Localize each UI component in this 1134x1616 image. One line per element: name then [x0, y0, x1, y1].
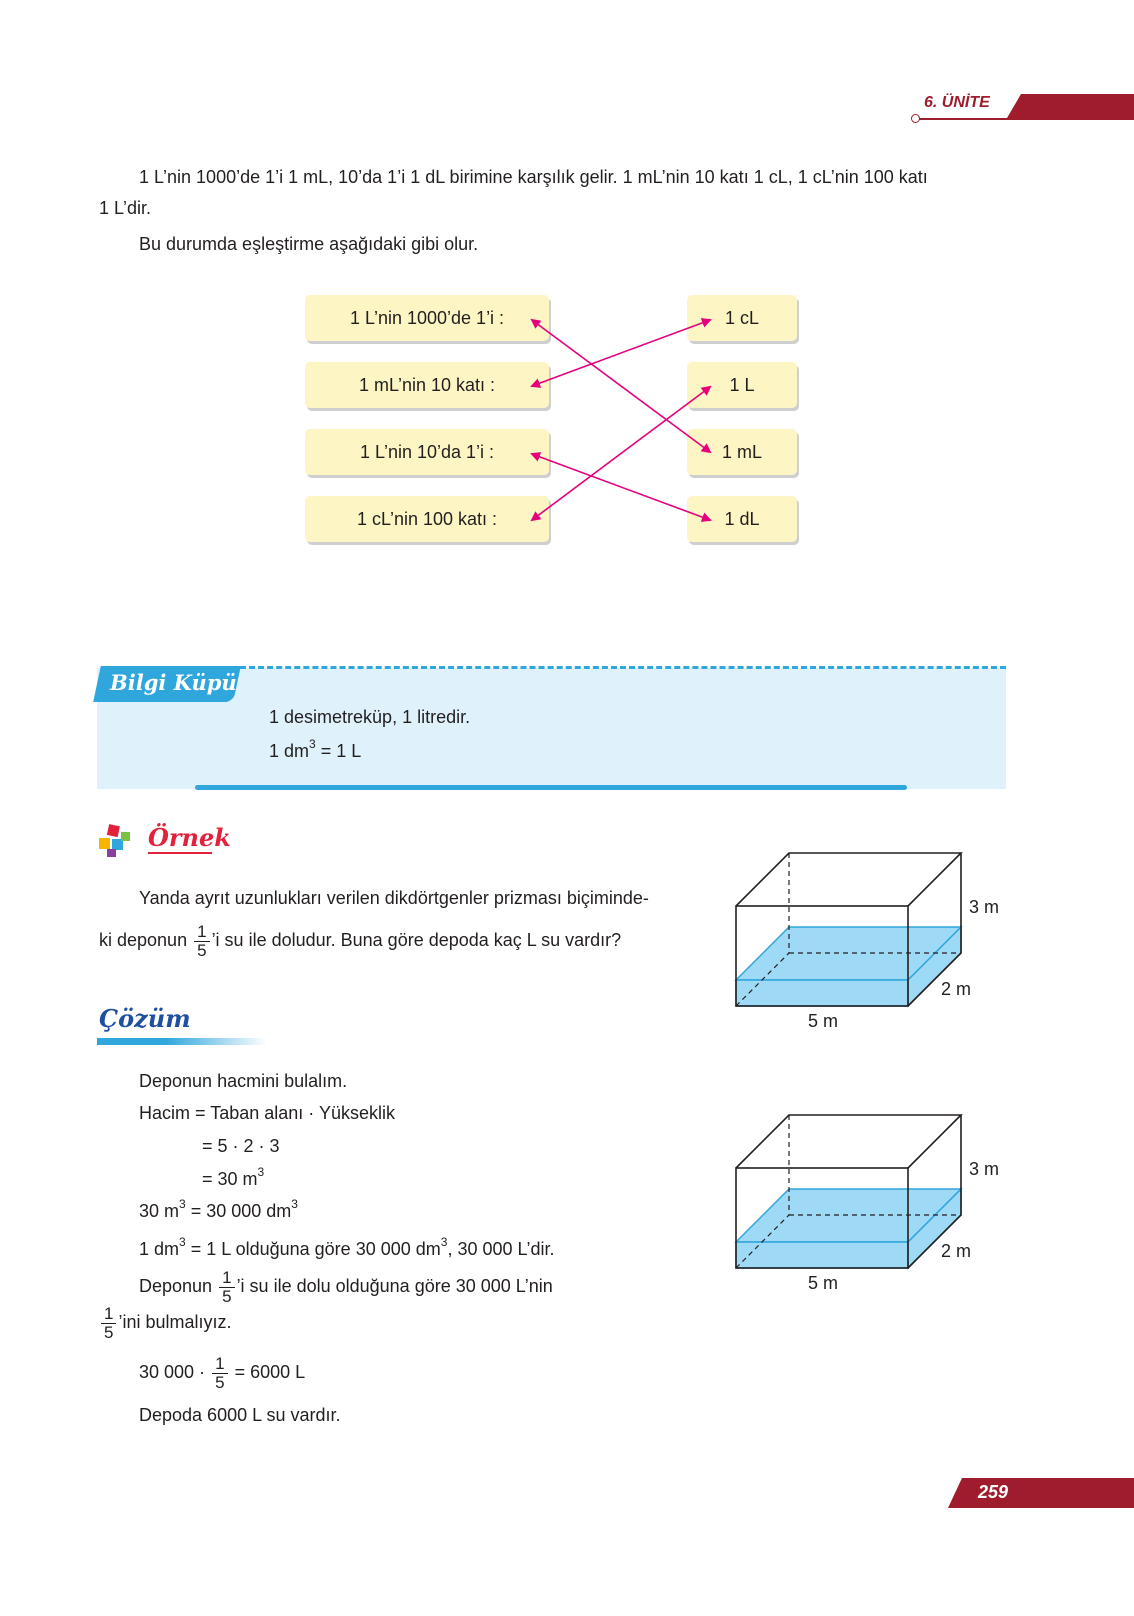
bilgi-kupu-title: Bilgi Küpü: [110, 670, 237, 695]
fraction-one-fifth: $\frac{1}{5}$: [219, 1269, 234, 1306]
unit-label: 6. ÜNİTE: [924, 94, 990, 111]
prism-1-height-label: 3 m: [969, 897, 1000, 917]
prism-1-water-front: [736, 980, 908, 1006]
intro-line-1: 1 L’nin 1000’de 1’i 1 mL, 10’da 1’i 1 dL birimine karşılık gelir. 1 mL’nin 10 katı 1 cL, 1 cL’nin 100 katı: [139, 167, 928, 187]
bilgi-kupu-dashed-line: [240, 666, 1006, 669]
cubes-icon: [97, 824, 135, 858]
ornek-line-1: Yanda ayrıt uzunlukları verilen dikdörtgenler prizması biçiminde-: [139, 888, 649, 908]
prism-2-depth-label: 2 m: [941, 1241, 972, 1261]
cozum-line-3: = 5 · 2 · 3: [202, 1136, 280, 1156]
cozum-line-6: 1 $dm^3 = 1$ L olduğuna göre 30 000 $dm^3$, 30 000 L’dir.: [139, 1235, 555, 1259]
cozum-line-5: 30 $m^3 = 30$ 000 $dm^3$: [139, 1197, 298, 1221]
prism-1-depth-label: 2 m: [941, 979, 972, 999]
cozum-line-10: Depoda 6000 L su vardır.: [139, 1405, 341, 1425]
match-right-2: 1 L: [687, 362, 797, 408]
intro-line-2: 1 L’dir.: [99, 198, 152, 218]
cozum-title: Çözüm: [99, 1004, 191, 1033]
arrow-100kati-to-1l: [532, 387, 710, 520]
bilgi-kupu-bottom-bar: [195, 785, 907, 790]
prism-2-water-front: [736, 1242, 908, 1268]
prism-2-width-label: 5 m: [808, 1273, 839, 1293]
ornek-underline: [148, 852, 212, 854]
ornek-title: Örnek: [148, 823, 231, 852]
prism-figure-2: [730, 1107, 1000, 1297]
page-number: 259: [978, 1482, 1009, 1502]
fraction-one-fifth: $\frac{1}{5}$: [212, 1355, 227, 1392]
prism-1-top-edges: [736, 853, 961, 906]
page-number-tab: [948, 1478, 1134, 1508]
fraction-one-fifth: $\frac{1}{5}$: [101, 1305, 116, 1342]
prism-1-width-label: 5 m: [808, 1011, 839, 1031]
prism-2-height-label: 3 m: [969, 1159, 1000, 1179]
match-right-1: 1 cL: [687, 295, 797, 341]
cozum-line-1: Deponun hacmini bulalım.: [139, 1071, 348, 1091]
match-right-4: 1 dL: [687, 496, 797, 542]
match-left-3: 1 L’nin 10’da 1’i :: [305, 429, 549, 475]
fraction-one-fifth: $\frac{1}{5}$: [194, 923, 209, 960]
arrow-10kati-to-1cl: [532, 320, 710, 386]
cozum-line-9: 30 000 · $\frac{1}{5}$ = 6000 L: [139, 1353, 306, 1392]
prism-figure-1: [730, 845, 1000, 1035]
matching-arrows: [0, 0, 1134, 600]
cozum-line-4: = 30 $m^3$: [202, 1165, 265, 1189]
match-right-3: 1 mL: [687, 429, 797, 475]
bilgi-kupu-line-2: 1 $dm^3 = 1$ L: [269, 737, 362, 761]
cozum-line-8: $\frac{1}{5}$ ’ini bulmalıyız.: [99, 1302, 232, 1342]
match-left-4: 1 cL’nin 100 katı :: [305, 496, 549, 542]
bilgi-kupu-line-1: 1 desimetreküp, 1 litredir.: [269, 707, 471, 727]
match-left-1: 1 L’nin 1000’de 1’i :: [305, 295, 549, 341]
ornek-line-2: ki deponun $\frac{1}{5}$ ’i su ile doludur. Buna göre depoda kaç L su vardır?: [99, 921, 622, 960]
match-left-2: 1 mL’nin 10 katı :: [305, 362, 549, 408]
arrow-10da1-to-1dl: [532, 454, 710, 520]
cozum-line-7: Deponun $\frac{1}{5}$ ’i su ile dolu olduğuna göre 30 000 L’nin: [139, 1267, 553, 1306]
prism-2-top-edges: [736, 1115, 961, 1168]
cozum-line-2: Hacim = Taban alanı · Yükseklik: [139, 1103, 395, 1123]
arrow-1000de1-to-1ml: [532, 320, 710, 452]
intro-line-3: Bu durumda eşleştirme aşağıdaki gibi olur.: [139, 234, 479, 254]
cozum-underline-bar: [97, 1038, 267, 1045]
